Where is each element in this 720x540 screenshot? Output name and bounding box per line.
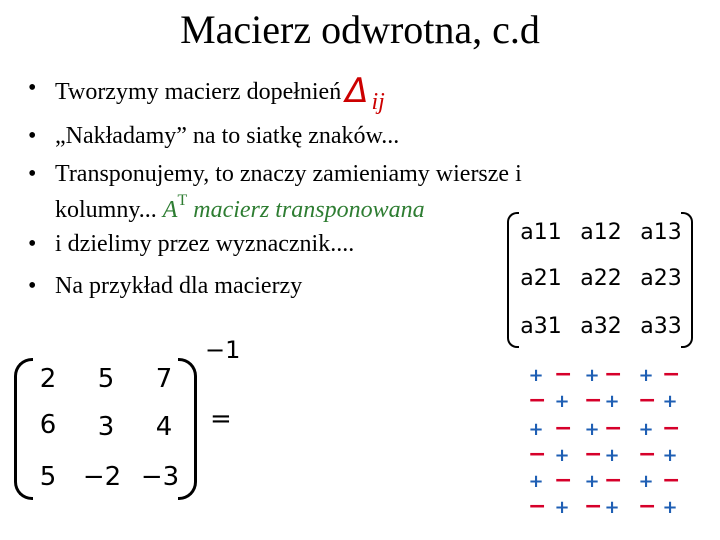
- plus-sign: +: [584, 419, 600, 440]
- plus-sign: +: [638, 419, 654, 440]
- minus-sign: −: [528, 388, 547, 413]
- minus-sign: −: [584, 442, 603, 467]
- matrix-cell: a21: [520, 266, 562, 291]
- inverse-exponent: −1: [205, 336, 241, 364]
- minus-sign: −: [554, 416, 573, 441]
- minus-sign: −: [604, 362, 623, 387]
- minus-sign: −: [662, 362, 681, 387]
- sign-grid: [528, 362, 698, 525]
- bullet-dot: •: [28, 161, 37, 187]
- minus-sign: −: [638, 388, 657, 413]
- plus-sign: +: [604, 391, 620, 412]
- plus-sign: +: [584, 471, 600, 492]
- transpose-superscript: T: [177, 192, 188, 209]
- bullet-dot: •: [28, 273, 37, 299]
- minus-sign: −: [554, 468, 573, 493]
- plus-sign: +: [638, 471, 654, 492]
- matrix-cell: a11: [520, 220, 562, 245]
- matrix-cell: a31: [520, 314, 562, 339]
- delta-subscript: ij: [371, 89, 385, 115]
- plus-sign: +: [528, 365, 544, 386]
- transpose-label: macierz transponowana: [193, 197, 425, 223]
- matrix-cell: 5: [39, 462, 57, 492]
- matrix-cell: a22: [580, 266, 622, 291]
- minus-sign: −: [584, 494, 603, 519]
- bullet-4-text: i dzielimy przez wyznacznik....: [55, 231, 355, 257]
- minus-sign: −: [638, 442, 657, 467]
- minus-sign: −: [604, 468, 623, 493]
- plus-sign: +: [638, 365, 654, 386]
- bullet-3-text: Transponujemy, to znaczy zamieniamy wiersze i: [55, 161, 522, 187]
- plus-sign: +: [528, 419, 544, 440]
- minus-sign: −: [604, 416, 623, 441]
- plus-sign: +: [554, 391, 570, 412]
- plus-sign: +: [662, 497, 678, 518]
- bullet-1-text: Tworzymy macierz dopełnień: [55, 79, 342, 105]
- matrix-cell: a13: [640, 220, 682, 245]
- plus-sign: +: [604, 445, 620, 466]
- bullet-3-continuation-text: kolumny...: [55, 197, 157, 223]
- bullet-dot: •: [28, 231, 37, 257]
- matrix-cell: 4: [155, 412, 173, 442]
- matrix-cell: a33: [640, 314, 682, 339]
- bullet-5-text: Na przykład dla macierzy: [55, 273, 303, 299]
- minus-sign: −: [528, 494, 547, 519]
- matrix-cell: 3: [97, 412, 115, 442]
- bullet-dot: •: [28, 123, 37, 149]
- minus-sign: −: [662, 416, 681, 441]
- plus-sign: +: [604, 497, 620, 518]
- matrix-cell: 7: [155, 364, 173, 394]
- minus-sign: −: [584, 388, 603, 413]
- transpose-symbol: $A^T$: [162, 192, 188, 223]
- plus-sign: +: [662, 391, 678, 412]
- matrix-cell: a32: [580, 314, 622, 339]
- matrix-cell: a12: [580, 220, 622, 245]
- matrix-cell: 6: [39, 410, 57, 440]
- plus-sign: +: [662, 445, 678, 466]
- plus-sign: +: [554, 497, 570, 518]
- minus-sign: −: [528, 442, 547, 467]
- matrix-cell: 5: [97, 364, 115, 394]
- minus-sign: −: [554, 362, 573, 387]
- matrix-cell: −3: [140, 462, 180, 492]
- plus-sign: +: [554, 445, 570, 466]
- plus-sign: +: [528, 471, 544, 492]
- equals-sign: =: [210, 404, 232, 434]
- matrix-cell: −2: [82, 462, 122, 492]
- matrix-cell: 2: [39, 364, 57, 394]
- plus-sign: +: [584, 365, 600, 386]
- bullet-2-text: „Nakładamy” na to siatkę znaków...: [55, 123, 400, 149]
- minus-sign: −: [638, 494, 657, 519]
- minus-sign: −: [662, 468, 681, 493]
- symbol-matrix: [505, 208, 695, 348]
- matrix-cell: a23: [640, 266, 682, 291]
- slide-title: Macierz odwrotna, c.d: [180, 7, 540, 52]
- numeric-matrix: [10, 336, 260, 500]
- delta-symbol: Δ: [345, 71, 369, 111]
- bullet-dot: •: [28, 75, 37, 101]
